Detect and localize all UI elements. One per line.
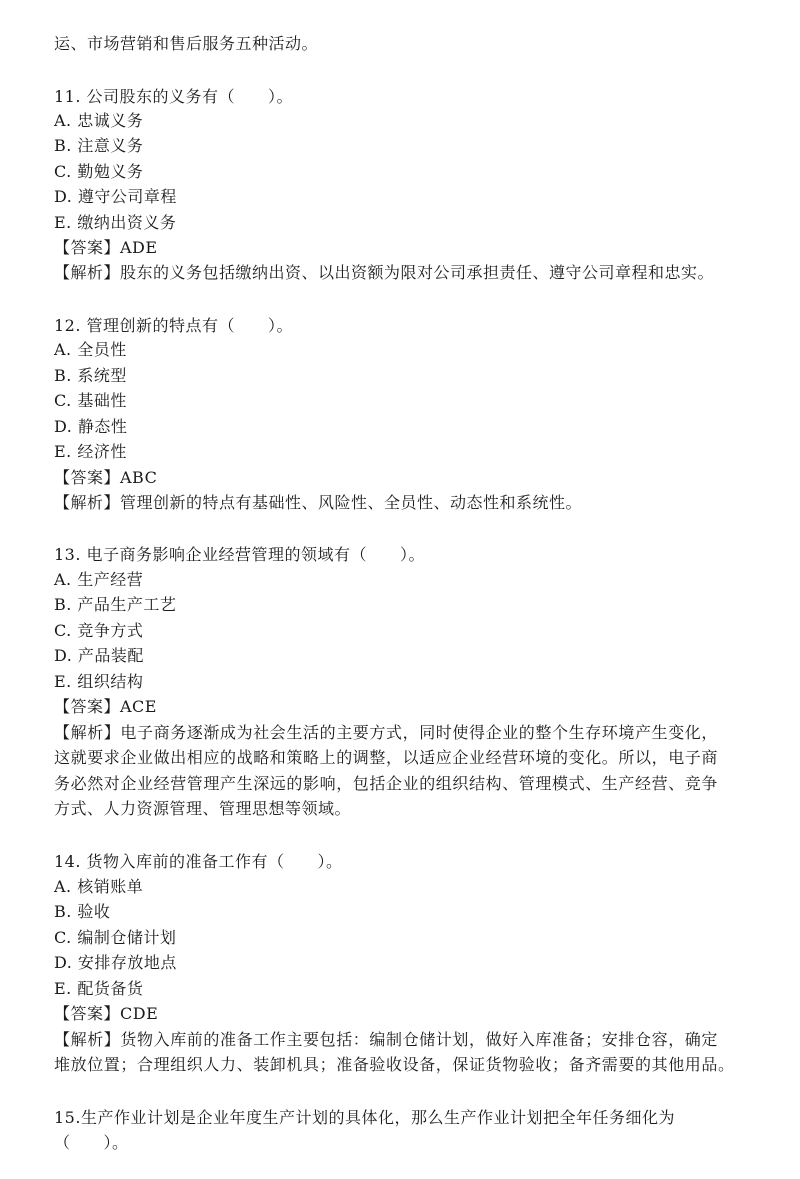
q11-stem: 11. 公司股东的义务有（ ）。	[54, 87, 294, 106]
q11-option-a: A. 忠诚义务	[54, 111, 144, 130]
q11-option-d: D. 遵守公司章程	[54, 187, 177, 206]
q11-option-b: B. 注意义务	[54, 136, 144, 155]
q13-option-c: C. 竞争方式	[54, 621, 144, 640]
q11-option-c: C. 勤勉义务	[54, 162, 144, 181]
q14-option-a: A. 核销账单	[54, 877, 144, 896]
q14-option-d: D. 安排存放地点	[54, 953, 177, 972]
q12-option-b: B. 系统型	[54, 366, 127, 385]
q11-analysis-line-1: 【解析】股东的义务包括缴纳出资、以出资额为限对公司承担责任、遵守公司章程和忠实。	[54, 263, 715, 282]
intro-tail: 运、市场营销和售后服务五种活动。	[54, 34, 319, 53]
q13-analysis-line-1: 【解析】电子商务逐渐成为社会生活的主要方式，同时使得企业的整个生存环境产生变化，	[54, 723, 719, 742]
q13-option-e: E. 组织结构	[54, 672, 144, 691]
q14-analysis-line-1: 【解析】货物入库前的准备工作主要包括：编制仓储计划，做好入库准备；安排仓容，确定	[54, 1030, 719, 1049]
q14-answer: 【答案】CDE	[54, 1004, 159, 1023]
q14-option-b: B. 验收	[54, 902, 111, 921]
q15-stem-line-1: 15.生产作业计划是企业年度生产计划的具体化，那么生产作业计划把全年任务细化为	[54, 1108, 675, 1127]
q13-answer: 【答案】ACE	[54, 697, 157, 716]
q13-stem: 13. 电子商务影响企业经营管理的领域有（ ）。	[54, 545, 426, 564]
q12-option-a: A. 全员性	[54, 340, 127, 359]
q12-option-e: E. 经济性	[54, 442, 127, 461]
q14-analysis-line-2: 堆放位置；合理组织人力、装卸机具；准备验收设备，保证货物验收；备齐需要的其他用品。	[54, 1055, 735, 1074]
q12-answer: 【答案】ABC	[54, 468, 158, 487]
q12-option-c: C. 基础性	[54, 391, 127, 410]
q14-option-e: E. 配货备货	[54, 979, 144, 998]
q14-stem: 14. 货物入库前的准备工作有（ ）。	[54, 852, 343, 871]
q13-option-d: D. 产品装配	[54, 646, 144, 665]
q13-option-b: B. 产品生产工艺	[54, 595, 177, 614]
q13-analysis-line-3: 务必然对企业经营管理产生深远的影响，包括企业的组织结构、管理模式、生产经营、竞争	[54, 774, 719, 793]
q11-answer: 【答案】ADE	[54, 238, 158, 257]
q12-option-d: D. 静态性	[54, 417, 128, 436]
q14-option-c: C. 编制仓储计划	[54, 928, 177, 947]
q11-option-e: E. 缴纳出资义务	[54, 213, 177, 232]
q15-stem-line-2: （ ）。	[54, 1133, 129, 1152]
q12-analysis-line-1: 【解析】管理创新的特点有基础性、风险性、全员性、动态性和系统性。	[54, 493, 583, 512]
q13-analysis-line-4: 方式、人力资源管理、管理思想等领域。	[54, 799, 352, 818]
q13-analysis-line-2: 这就要求企业做出相应的战略和策略上的调整，以适应企业经营环境的变化。所以，电子商	[54, 748, 719, 767]
q12-stem: 12. 管理创新的特点有（ ）。	[54, 316, 294, 335]
q13-option-a: A. 生产经营	[54, 570, 144, 589]
